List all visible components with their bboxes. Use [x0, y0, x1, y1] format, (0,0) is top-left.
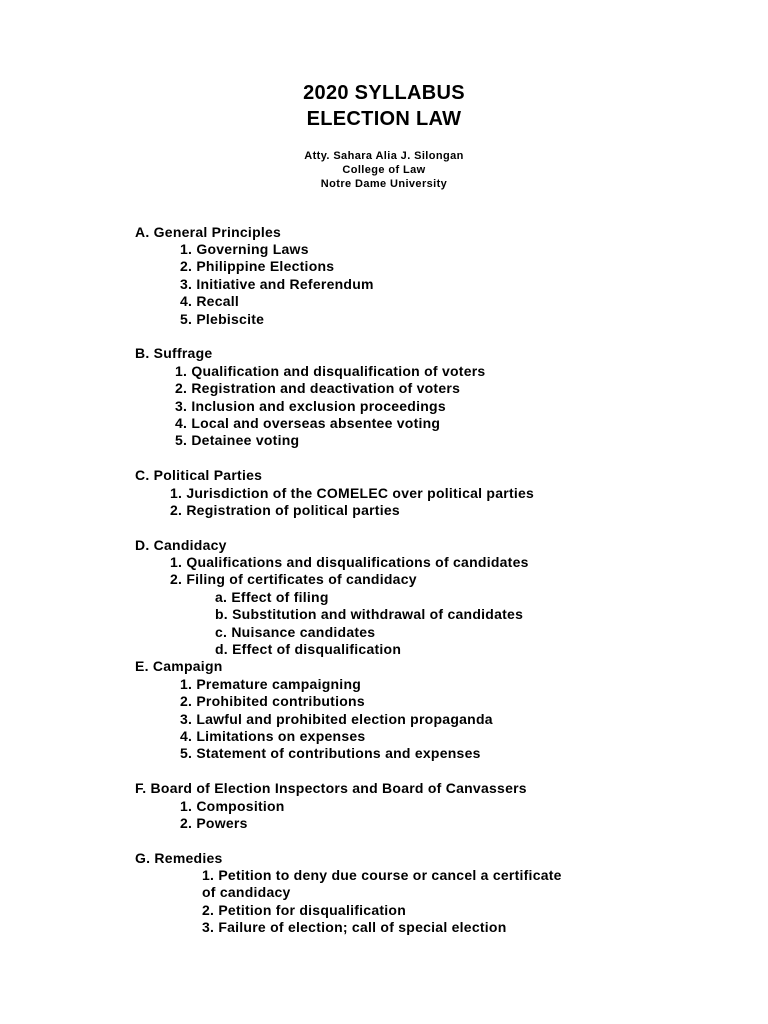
section-heading: A. General Principles — [135, 224, 282, 240]
document-title-line-2: ELECTION LAW — [306, 108, 462, 130]
list-item: 2. Registration and deactivation of voters — [175, 380, 461, 396]
list-item: 1. Qualification and disqualification of voters — [175, 363, 486, 379]
list-item: 2. Filing of certificates of candidacy — [170, 571, 417, 587]
list-item: 2. Registration of political parties — [170, 502, 400, 518]
list-item: 3. Failure of election; call of special election — [202, 919, 507, 935]
list-item: 1. Jurisdiction of the COMELEC over political parties — [170, 485, 535, 501]
list-item: 2. Prohibited contributions — [180, 693, 365, 709]
list-item: 3. Inclusion and exclusion proceedings — [175, 398, 446, 414]
section-heading: B. Suffrage — [135, 345, 213, 361]
list-subitem: c. Nuisance candidates — [215, 624, 376, 640]
section-heading: G. Remedies — [135, 850, 223, 866]
list-item: 2. Philippine Elections — [180, 258, 335, 274]
university-name: Notre Dame University — [320, 178, 448, 190]
college-name: College of Law — [342, 164, 426, 176]
list-item: 2. Powers — [180, 815, 248, 831]
list-subitem: a. Effect of filing — [215, 589, 329, 605]
list-item: 1. Petition to deny due course or cancel a certificate — [202, 867, 562, 883]
section-heading: C. Political Parties — [135, 467, 263, 483]
list-item: 3. Lawful and prohibited election propaganda — [180, 711, 493, 727]
list-subitem: d. Effect of disqualification — [215, 641, 402, 657]
list-item-continuation: of candidacy — [202, 884, 291, 900]
document-title-line-1: 2020 SYLLABUS — [303, 82, 465, 104]
list-item: 5. Plebiscite — [180, 311, 265, 327]
list-item: 1. Qualifications and disqualifications of candidates — [170, 554, 529, 570]
list-item: 2. Petition for disqualification — [202, 902, 407, 918]
section-heading: D. Candidacy — [135, 537, 227, 553]
list-subitem: b. Substitution and withdrawal of candidates — [215, 606, 524, 622]
list-item: 1. Premature campaigning — [180, 676, 362, 692]
list-item: 4. Limitations on expenses — [180, 728, 366, 744]
list-item: 4. Recall — [180, 293, 240, 309]
list-item: 1. Governing Laws — [180, 241, 309, 257]
list-item: 1. Composition — [180, 798, 285, 814]
section-heading: F. Board of Election Inspectors and Board of Canvassers — [135, 780, 527, 796]
list-item: 5. Detainee voting — [175, 432, 300, 448]
list-item: 4. Local and overseas absentee voting — [175, 415, 441, 431]
section-heading: E. Campaign — [135, 658, 223, 674]
list-item: 3. Initiative and Referendum — [180, 276, 374, 292]
author-name: Atty. Sahara Alia J. Silongan — [304, 150, 464, 162]
list-item: 5. Statement of contributions and expenses — [180, 745, 481, 761]
